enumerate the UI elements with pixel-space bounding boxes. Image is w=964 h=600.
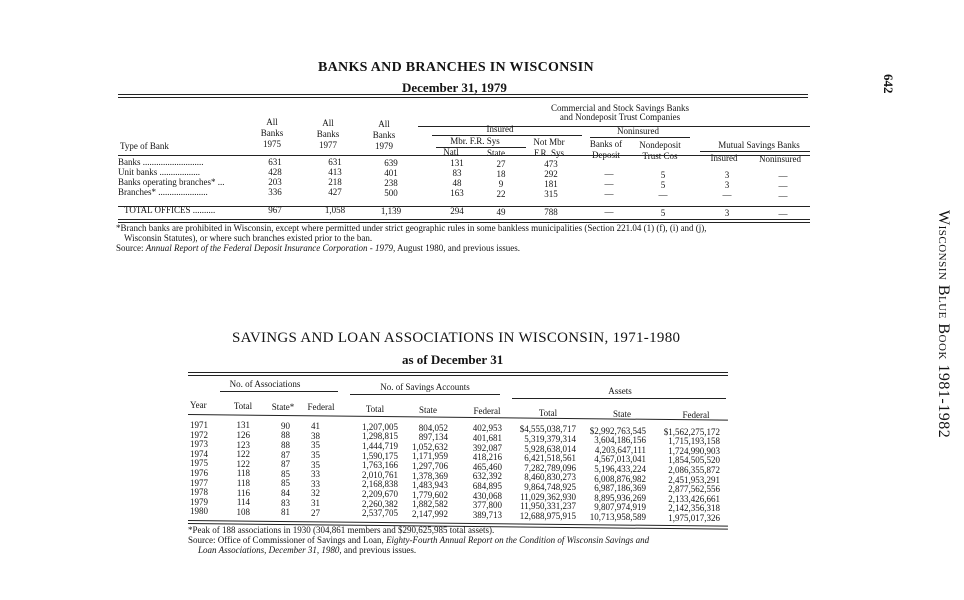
t2-cell-acc-state: 1,378,369 [412,470,448,481]
t1-cell: 294 [450,206,464,216]
t2-cell-as-federal: 1,854,505,520 [668,455,720,466]
t2-cell-as-state: 6,008,876,982 [594,473,646,484]
t2-cell-assoc-state: 85 [281,478,290,489]
t2-cell-assoc-state: 85 [281,468,290,479]
t2-cell-acc-federal: 392,087 [472,442,502,453]
t2-cell-as-total: 6,421,518,561 [524,453,576,464]
t2-cell-as-federal: $1,562,275,172 [663,426,720,437]
t1-mutual-rule [700,151,810,152]
t2-cell-acc-total: 2,260,382 [362,498,398,509]
t1-cell: — [778,209,788,219]
t1-cell: — [604,169,614,179]
t2-cell-acc-state: 1,882,582 [412,499,448,510]
t2-cell-as-state: $2,992,763,545 [589,425,646,436]
t1-cell: 5 [660,170,666,180]
t2-cell-as-state: 4,567,013,041 [594,454,646,465]
t1-source [116,243,520,253]
t2-cell-acc-state: 804,052 [418,422,448,433]
t1-cell: 238 [384,178,398,188]
t2-col-acc-total: Total [365,404,385,414]
t1-col-all-1975-l2: Banks [260,128,284,138]
t2-cell-as-total: 12,688,975,915 [519,510,576,521]
t1-source-rest: August 1980, and previous issues. [395,243,520,253]
t2-cell-as-federal: 2,451,953,291 [668,474,720,485]
t2-cell-acc-federal: 632,392 [472,471,502,482]
t2-cell-assoc-federal: 35 [311,440,320,451]
t1-source-italic: Annual Report of the Federal Deposit Insurance Corporation - 1979, [145,243,396,253]
t2-grp-assoc: No. of Associations [229,379,301,389]
t2-source-line2 [198,545,416,555]
t2-cell-as-total: $4,555,038,717 [519,424,576,435]
t2-source-line1 [188,535,649,545]
t2-cell-acc-total: 1,590,175 [362,450,398,461]
t2-cell-acc-federal: 684,895 [472,481,502,491]
t2-cell-acc-state: 1,483,943 [412,480,448,491]
t1-cell: 131 [450,158,464,168]
t2-col-as-state: State [613,409,631,419]
t2-source-prefix: Source: Office of Commissioner of Savings and Loan, [188,535,387,545]
t2-col-federal: Federal [307,402,335,412]
t1-cell: 9 [498,179,504,189]
t1-cell: 788 [544,207,558,217]
t1-header-bottom-rule [118,155,810,156]
t2-cell-acc-federal: 389,713 [472,509,502,520]
t2-cell-as-total: 8,460,830,273 [524,472,576,483]
t1-cell: — [778,191,788,201]
t1-col-all-1979 [367,119,401,152]
t1-cell: 5 [660,180,666,190]
t2-cell-assoc-total: 118 [236,468,250,479]
t1-cell: 203 [268,177,282,187]
t1-cell: — [604,207,614,217]
t1-mutual: Mutual Savings Banks [718,140,800,150]
page-number: 642 [881,74,896,94]
t2-cell-years: 1975 [190,458,208,469]
t1-cell: 18 [496,169,506,179]
t1-col-notmbr-l2: F.R. Sys [533,148,565,158]
table2-subtitle: as of December 31 [402,352,504,367]
t2-cell-acc-state: 897,134 [418,432,448,443]
t2-cell-assoc-federal: 35 [311,459,320,470]
t2-source-rest: and previous issues. [341,545,417,555]
t1-cell: 428 [268,167,282,177]
t1-group-header-line1: Commercial and Stock Savings Banks [551,103,689,113]
t2-cell-years: 1978 [190,487,208,498]
t2-cell-acc-total: 2,209,670 [362,489,398,499]
t2-cell-assoc-total: 122 [236,458,250,469]
t1-type-label: Type of Bank [120,141,169,151]
t1-cell: 48 [452,178,462,188]
t2-cell-as-state: 10,713,958,589 [589,512,646,522]
t2-cell-acc-federal: 418,216 [472,452,502,463]
t2-cell-assoc-state: 83 [281,497,290,508]
t1-cell: 83 [452,168,462,178]
t1-col-banksdep-l1: Banks of [589,139,623,149]
t2-cell-as-federal: 2,877,562,556 [668,484,720,495]
t1-noninsured: Noninsured [617,126,659,136]
t1-row-label: Banks ........................... [118,157,204,167]
t2-cell-assoc-total: 116 [236,487,250,498]
t1-cell: — [778,171,788,181]
t1-cell: 401 [384,168,398,178]
t1-cell: — [604,189,614,199]
t2-cell-acc-total: 1,207,005 [362,421,398,432]
t1-col-all-1977-l2: Banks [316,129,340,139]
t2-cell-acc-federal: 401,681 [472,433,502,443]
t2-col-acc-federal: Federal [473,406,501,416]
t2-cell-as-federal: 1,715,193,158 [668,436,720,447]
t1-source-prefix: Source: [116,243,146,253]
t2-cell-assoc-federal: 27 [311,507,320,518]
t1-group-header [520,103,720,123]
table1-title: BANKS AND BRANCHES IN WISCONSIN [318,60,594,75]
t2-cell-years: 1977 [190,477,208,488]
t2-cell-assoc-total: 114 [236,497,250,508]
t1-cell: — [722,190,732,200]
side-running-title: Wisconsin Blue Book 1981-1982 [935,210,952,439]
t1-cell: — [658,190,668,200]
t2-cell-as-state: 3,604,186,156 [594,435,646,446]
t2-col-year: Year [190,400,207,410]
t1-cell: 631 [268,157,282,167]
t2-cell-assoc-federal: 33 [311,478,320,489]
t1-mbr: Mbr. F.R. Sys [450,136,500,146]
t1-cell: 500 [384,188,398,198]
t2-cell-as-federal: 2,142,356,318 [668,503,720,514]
t1-col-notmbr-l1: Not Mbr [533,137,565,147]
t2-cell-assoc-state: 90 [281,420,290,431]
t2-cell-acc-state: 1,779,602 [412,489,448,500]
t2-cell-as-total: 9,864,748,925 [524,482,576,492]
t2-source-italic1: Eighty-Fourth Annual Report on the Condition of Wisconsin Savings and [386,535,650,545]
t1-col-all-1979-l2: Banks [372,130,396,140]
t1-row-label: Banks operating branches* ... [118,177,225,187]
t1-insured: Insured [486,124,514,134]
t2-cell-assoc-federal: 33 [311,469,320,480]
t1-col-all-1975 [255,117,289,150]
table1-top-rule [118,94,808,98]
t2-cell-assoc-federal: 32 [311,488,320,499]
t2-cell-years: 1976 [190,468,208,478]
t2-cell-assoc-total: 108 [236,506,250,517]
t1-cell: 3 [724,170,730,180]
t2-cell-acc-total: 2,537,705 [362,508,398,519]
t1-col-nondep-l1: Nondeposit [639,140,681,150]
t2-cell-acc-federal: 465,460 [472,461,502,472]
t1-noninsured-rule [590,137,690,138]
t1-col-banksdep-l2: Deposit [592,150,620,160]
t1-cell: — [778,181,788,191]
t2-col-as-total: Total [538,408,558,418]
t2-col-total: Total [233,401,253,411]
t2-cell-as-state: 6,987,186,369 [594,483,646,494]
t1-col-noninsured: Noninsured [759,154,801,164]
t2-grp-accounts: No. of Savings Accounts [380,382,470,392]
t2-cell-assoc-state: 81 [281,507,290,518]
t1-cell: 3 [724,180,730,190]
t2-accounts-rule [350,394,500,395]
t2-cell-assoc-total: 126 [236,430,250,440]
t1-cell: 336 [268,187,282,197]
t1-col-all-1977-l3: 1977 [319,140,337,150]
t1-cell: 473 [544,159,558,169]
t2-cell-assoc-federal: 38 [311,430,320,441]
t2-cell-as-federal: 2,086,355,872 [668,465,720,475]
t2-col-as-federal: Federal [682,410,710,420]
t2-cell-as-total: 5,928,638,014 [524,443,576,454]
t2-assoc-rule [220,391,338,392]
t1-col-banksdep [584,139,628,161]
t1-group-header-line2: and Nondeposit Trust Companies [559,112,681,122]
t2-cell-assoc-total: 122 [236,449,250,460]
t2-cell-as-federal: 1,724,990,903 [668,445,720,456]
t1-col-state: State [487,148,505,158]
t2-top-rule [188,372,728,376]
t2-cell-years: 1971 [190,420,208,430]
t2-cell-as-state: 9,807,974,919 [594,502,646,513]
t1-col-all-1977 [311,118,345,151]
t2-cell-acc-federal: 402,953 [472,423,502,434]
t2-cell-years: 1974 [190,448,208,459]
t1-total-label: TOTAL OFFICES .......... [124,205,216,215]
t2-cell-acc-total: 1,298,815 [362,431,398,442]
t2-header-rule [188,414,728,421]
t1-col-all-1977-l1: All [322,118,334,128]
t2-cell-as-federal: 2,133,426,661 [668,493,720,504]
t1-row-label: Unit banks .................. [118,167,200,177]
t2-cell-assoc-state: 88 [281,430,290,441]
t2-cell-assoc-total: 123 [236,439,250,450]
t2-grp-assets: Assets [608,386,632,396]
table2-title: SAVINGS AND LOAN ASSOCIATIONS IN WISCONSIN, 1971-1980 [232,330,681,346]
t2-cell-acc-state: 1,171,959 [412,451,448,462]
t1-col-natl: Natl [443,147,459,157]
t1-cell: 1,139 [380,206,402,216]
t1-cell: 1,058 [324,205,346,215]
t1-footnote-2: Wisconsin Statutes), or where such branches existed prior to the ban. [124,233,373,243]
t1-cell: 413 [328,167,342,177]
t2-cell-years: 1973 [190,439,208,450]
table1-subtitle: December 31, 1979 [402,80,507,95]
t2-cell-assoc-federal: 35 [311,450,320,460]
t2-source-italic2: Loan Associations, December 31, 1980, [198,545,342,555]
t1-cell: 27 [496,159,506,169]
t2-cell-as-total: 11,029,362,930 [520,491,576,502]
t2-cell-assoc-state: 87 [281,449,290,460]
t2-cell-years: 1972 [190,429,208,440]
t1-col-insured: Insured [710,153,738,163]
t2-cell-acc-total: 2,010,761 [362,469,398,480]
t2-cell-acc-federal: 430,068 [472,490,502,501]
t1-col-all-1979-l3: 1979 [375,141,393,151]
t1-col-all-1975-l1: All [266,117,278,127]
t2-cell-as-state: 5,196,433,224 [594,464,646,474]
t2-cell-assoc-federal: 41 [311,421,320,432]
t1-col-all-1975-l3: 1975 [263,139,281,149]
t2-cell-assoc-federal: 31 [311,498,320,508]
t1-cell: 22 [496,189,506,199]
t2-col-acc-state: State [419,405,437,415]
t1-cell: 639 [384,158,398,168]
t1-cell: 49 [496,207,506,217]
t2-cell-acc-state: 1,052,632 [412,441,448,452]
t1-cell: 181 [544,179,558,189]
t2-cell-as-total: 11,950,331,237 [520,501,576,512]
t1-cell: 427 [328,187,342,197]
t1-cell: 5 [660,208,666,218]
t2-cell-acc-federal: 377,800 [472,500,502,511]
t1-row-label: Branches* ...................... [118,187,208,197]
t2-cell-acc-total: 1,444,719 [362,441,398,451]
t1-cell: 315 [544,189,558,199]
t1-cell: 967 [268,205,282,215]
t2-cell-as-federal: 1,975,017,326 [668,513,720,523]
t2-cell-years: 1979 [190,496,208,507]
t2-cell-acc-total: 1,763,166 [362,460,398,471]
t2-cell-assoc-state: 88 [281,440,290,450]
t2-cell-years: 1980 [190,506,208,517]
t2-col-state: State* [271,402,295,412]
t2-cell-as-total: 7,282,789,096 [524,462,576,473]
t1-cell: 163 [450,188,464,198]
t2-cell-assoc-state: 87 [281,459,290,470]
t1-cell: 218 [328,177,342,187]
t1-col-nondep-l2: Trust Cos [642,151,678,161]
t2-cell-acc-total: 2,168,838 [362,479,398,490]
t2-cell-as-state: 8,895,936,269 [594,492,646,503]
t2-cell-acc-state: 1,297,706 [412,461,448,471]
t2-cell-as-total: 5,319,379,314 [524,434,576,444]
t2-cell-acc-state: 2,147,992 [412,509,448,519]
t2-footnote: *Peak of 188 associations in 1930 (304,861 members and $290,625,985 total assets). [188,525,495,535]
t2-cell-assoc-total: 131 [236,420,250,431]
t1-footnote-1: *Branch banks are prohibited in Wisconsin, except where permitted under strict geographic rules in some bankless municipalities (Section 221.04 (1) (f), (i) and (j), [116,223,707,233]
t1-cell: 3 [724,208,730,218]
t2-cell-assoc-total: 118 [236,478,250,488]
t1-col-all-1979-l1: All [378,119,390,129]
t1-cell: 631 [328,157,342,167]
t1-body-rule [118,206,810,207]
t1-col-nondep [630,140,690,162]
t2-cell-assoc-state: 84 [281,488,290,498]
t2-cell-as-state: 4,203,647,111 [594,444,646,455]
t2-assets-rule [512,398,726,399]
t1-cell: — [604,179,614,189]
t1-cell: 292 [544,169,558,179]
